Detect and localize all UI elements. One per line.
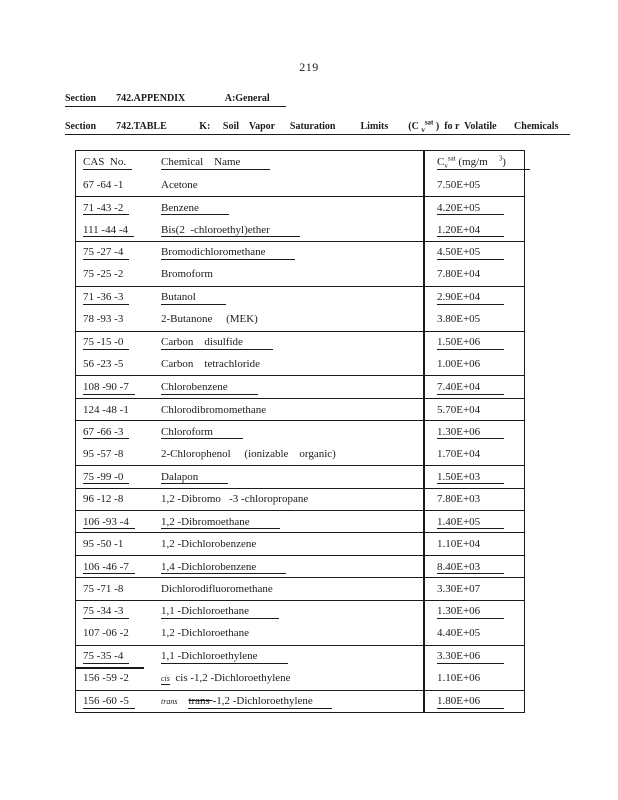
table-row xyxy=(76,577,524,599)
chemical-name-cell: Carbon disulfide xyxy=(161,336,423,348)
table-row xyxy=(76,218,524,240)
value-cell: 1.80E+06 xyxy=(423,695,524,707)
chemical-name-cell: 2-Chlorophenol (ionizable organic) xyxy=(161,447,336,460)
chemical-name-cell: 1,2 -Dibromo -3 -chloropropane xyxy=(161,493,309,506)
table-row xyxy=(76,645,524,667)
section-table-heading xyxy=(65,118,570,135)
cas-cell: 107 -06 -2 xyxy=(83,627,129,640)
value-cell: 1.10E+06 xyxy=(437,672,481,685)
chemical-name-cell: Bromodichloromethane xyxy=(161,246,423,258)
cas-cell: 96 -12 -8 xyxy=(83,493,124,506)
cas-cell: 75 -15 -0 xyxy=(76,336,161,348)
value-cell: 1.30E+06 xyxy=(423,605,524,617)
chemical-name-cell: 1,4 -Dichlorobenzene xyxy=(161,561,423,573)
cas-column-header: CAS No. xyxy=(76,156,161,168)
value-cell: 1.10E+04 xyxy=(437,538,481,551)
section-appendix-text: Section 742.APPENDIX A:General xyxy=(65,93,286,107)
table-row xyxy=(76,375,524,397)
chemical-name-cell: Bis(2 -chloroethyl)ether xyxy=(161,224,423,236)
cas-cell: 71 -36 -3 xyxy=(76,291,161,303)
table-row xyxy=(76,600,524,622)
cv-subscript: v xyxy=(444,162,448,171)
sat-superscript: sat xyxy=(424,118,434,127)
value-cell: 4.20E+05 xyxy=(423,202,524,214)
table-row xyxy=(76,241,524,263)
chemical-name-cell: Dichlorodifluoromethane xyxy=(161,583,273,596)
chemical-name-cell: Bromoform xyxy=(161,268,213,281)
cas-cell: 106 -93 -4 xyxy=(76,516,161,528)
cubed-superscript: 3 xyxy=(498,154,503,163)
value-cell: 1.20E+04 xyxy=(423,224,524,236)
chemical-name-cell: 1,1 -Dichloroethylene xyxy=(161,650,423,662)
chemical-name-cell: 1,1 -Dichloroethane xyxy=(161,605,423,617)
table-row xyxy=(76,667,524,689)
value-cell: 1.50E+03 xyxy=(423,471,524,483)
cas-cell: 111 -44 -4 xyxy=(76,224,161,236)
chemical-name-cell: 2-Butanone (MEK) xyxy=(161,313,258,326)
value-cell: 1.70E+04 xyxy=(437,447,481,460)
value-cell: 2.90E+04 xyxy=(423,291,524,303)
table-header-row xyxy=(76,151,524,173)
value-cell: 4.40E+05 xyxy=(437,627,481,640)
table-row xyxy=(76,622,524,644)
table-row xyxy=(76,286,524,308)
table-row xyxy=(76,263,524,285)
value-cell: 3.30E+07 xyxy=(437,583,481,596)
value-cell: 7.50E+05 xyxy=(437,178,481,191)
table-row xyxy=(76,465,524,487)
value-cell: 8.40E+03 xyxy=(423,561,524,573)
table-row xyxy=(76,532,524,554)
table-row xyxy=(76,443,524,465)
section-appendix-heading xyxy=(65,93,286,107)
value-column-header: $C_v^{sat}$ (mg/m $^3$) xyxy=(423,156,524,168)
value-cell: 3.30E+06 xyxy=(423,650,524,662)
table-body xyxy=(76,173,524,712)
cas-cell: 106 -46 -7 xyxy=(76,561,161,573)
cas-cell: 75 -34 -3 xyxy=(76,605,161,617)
cas-cell: 67 -64 -1 xyxy=(83,178,124,191)
cas-cell: 56 -23 -5 xyxy=(83,358,124,371)
cas-cell: 75 -71 -8 xyxy=(83,583,124,596)
cv-subscript: v xyxy=(421,126,425,134)
chemical-name-cell: Dalapon xyxy=(161,471,423,483)
chemical-name-cell: 1,2 -Dichloroethane xyxy=(161,627,249,640)
value-cell: 1.30E+06 xyxy=(423,426,524,438)
cas-cell: 71 -43 -2 xyxy=(76,202,161,214)
chemical-name-cell: Chloroform xyxy=(161,426,423,438)
table-row xyxy=(76,690,524,712)
cas-cell: 78 -93 -3 xyxy=(83,313,124,326)
cas-cell: 75 -99 -0 xyxy=(76,471,161,483)
chemical-name-cell: Acetone xyxy=(161,178,198,191)
section-table-text: Section 742.TABLE K: Soil Vapor Saturation Limits (C $_v^{sat}$ ) fo r Volatile Chemicals xyxy=(65,121,570,135)
cas-cell: 95 -57 -8 xyxy=(83,447,124,460)
chemical-name-cell: Chlorodibromomethane xyxy=(161,403,267,416)
cas-cell: 75 -25 -2 xyxy=(83,268,124,281)
value-cell: 5.70E+04 xyxy=(437,403,481,416)
table-row xyxy=(76,420,524,442)
cas-cell: 75 -35 -4 xyxy=(76,650,161,662)
sat-superscript: sat xyxy=(447,154,456,163)
table-row xyxy=(76,331,524,353)
chemical-name-cell: cis cis -1,2 -Dichloroethylene xyxy=(161,672,291,685)
saturation-limits-table xyxy=(75,150,525,713)
value-cell: 4.50E+05 xyxy=(423,246,524,258)
table-row xyxy=(76,555,524,577)
chemical-name-cell: Carbon tetrachloride xyxy=(161,358,260,371)
chemical-name-cell: 1,2 -Dichlorobenzene xyxy=(161,538,257,551)
table-row xyxy=(76,173,524,195)
cas-cell: 75 -27 -4 xyxy=(76,246,161,258)
chemical-name-cell: Chlorobenzene xyxy=(161,381,423,393)
cas-cell: 124 -48 -1 xyxy=(83,403,129,416)
cas-cell: 108 -90 -7 xyxy=(76,381,161,393)
cas-cell: 95 -50 -1 xyxy=(83,538,124,551)
value-cell: 1.40E+05 xyxy=(423,516,524,528)
page-number: 219 xyxy=(299,60,319,74)
table-row xyxy=(76,196,524,218)
cas-cell: 156 -59 -2 xyxy=(83,672,129,685)
cas-cell: 67 -66 -3 xyxy=(76,426,161,438)
table-row xyxy=(76,510,524,532)
table-row xyxy=(76,308,524,330)
chemical-name-cell: Butanol xyxy=(161,291,423,303)
value-cell: 7.80E+03 xyxy=(437,493,481,506)
value-cell: 7.80E+04 xyxy=(437,268,481,281)
table-row xyxy=(76,488,524,510)
chemical-name-column-header: Chemical Name xyxy=(161,156,423,168)
chemical-name-cell: trans trans -1,2 -Dichloroethylene xyxy=(161,695,333,708)
value-cell: 3.80E+05 xyxy=(437,313,481,326)
cas-cell: 156 -60 -5 xyxy=(76,695,161,707)
table-row xyxy=(76,353,524,375)
value-cell: 1.50E+06 xyxy=(423,336,524,348)
value-cell: 1.00E+06 xyxy=(437,358,481,371)
value-cell: 7.40E+04 xyxy=(423,381,524,393)
table-row xyxy=(76,398,524,420)
chemical-name-cell: Benzene xyxy=(161,202,423,214)
chemical-name-cell: 1,2 -Dibromoethane xyxy=(161,516,423,528)
